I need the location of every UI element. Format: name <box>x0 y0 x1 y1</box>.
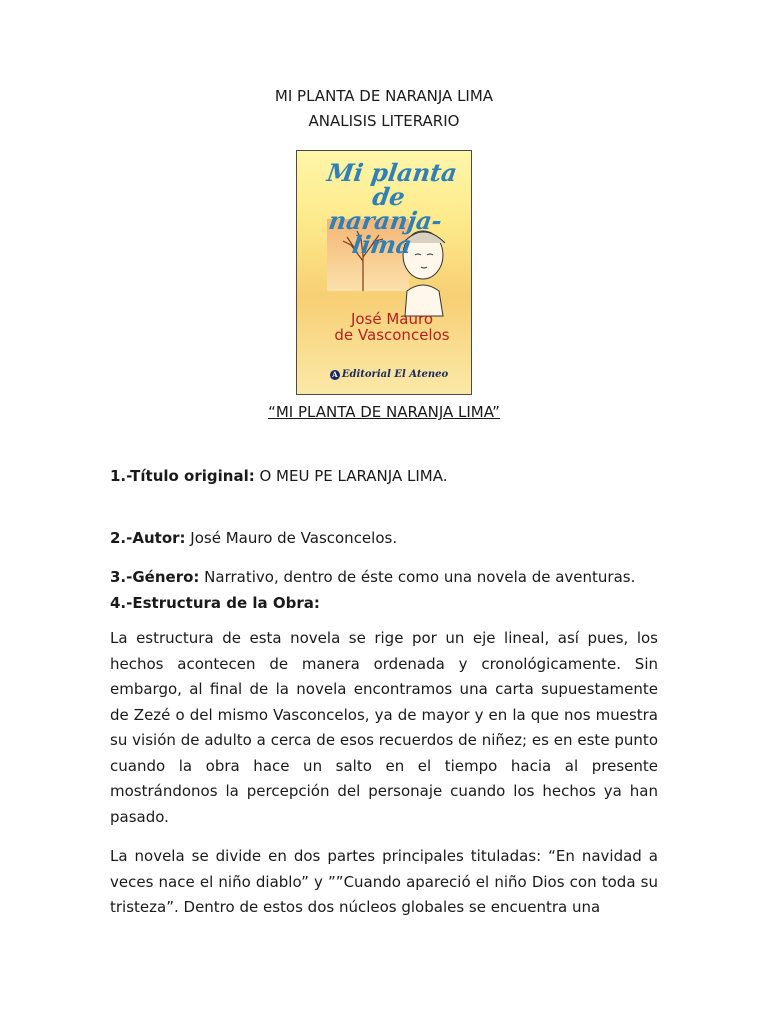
header <box>0 84 768 134</box>
publisher-logo-icon: A <box>330 370 340 380</box>
book-cover-image <box>296 150 472 395</box>
page-subtitle: ANALISIS LITERARIO <box>308 112 460 130</box>
section-title: “MI PLANTA DE NARANJA LIMA” <box>268 403 500 421</box>
cover-author: José Mauro de Vasconcelos <box>334 310 450 344</box>
field-autor: 2.-Autor: José Mauro de Vasconcelos. <box>110 529 398 547</box>
field-estructura: 4.-Estructura de la Obra: <box>110 594 320 612</box>
cover-publisher: A Editorial El Ateneo <box>319 369 459 380</box>
page-title: MI PLANTA DE NARANJA LIMA <box>274 87 494 105</box>
field-titulo-original: 1.-Título original: O MEU PE LARANJA LIMA. <box>110 467 448 485</box>
field-genero: 3.-Género: Narrativo, dentro de éste como una novela de aventuras. <box>110 568 636 586</box>
cover-title: Mi planta de naranja-lima <box>325 158 459 259</box>
paragraph-partes: La novela se divide en dos partes principales tituladas: “En navidad a veces nace el niño diablo” y ””Cuando apareció el niño Dios con toda su tristeza”. Dentro de estos dos núcleos globales se encuentra una <box>110 847 658 916</box>
paragraph-estructura: La estructura de esta novela se rige por un eje lineal, así pues, los hechos acontecen de manera ordenada y cronológicamente. Sin embargo, al final de la novela encontramos una carta supuestamente de Zezé o del mismo Vasconcelos, ya de mayor y en la que nos muestra su visión de adulto a cerca de esos recuerdos de niñez; es en este punto cuando la obra hace un salto en el tiempo hacia al presente mostrándonos la percepción del personaje cuando los hechos ya han pasado. <box>110 629 658 826</box>
